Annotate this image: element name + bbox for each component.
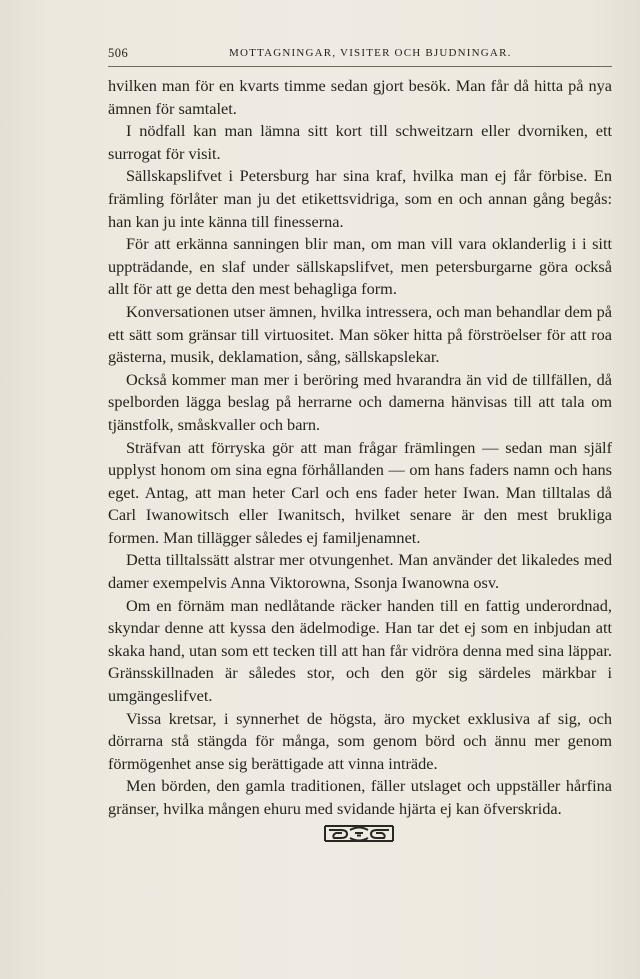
running-head <box>108 46 612 64</box>
page-number: 506 <box>108 46 129 60</box>
body-text <box>108 75 612 821</box>
paragraph: hvilken man för en kvarts timme sedan gjort besök. Man får då hitta på nya ämnen för samtalet. <box>108 76 612 118</box>
paragraph: Sällskapslifvet i Petersburg har sina kraf, hvilka man ej får förbise. En främling förlåter man ju det etikettsvidriga, som en och annan gång begås: han kan ju inte känna till finesserna. <box>108 166 612 231</box>
paragraph: För att erkänna sanningen blir man, om man vill vara oklanderlig i i sitt uppträdande, en slaf under sällskapslifvet, men petersburgarne göra också allt för att ge detta den mest behagliga form. <box>108 234 612 299</box>
end-ornament-icon <box>322 822 396 845</box>
end-ornament-icon <box>322 822 396 845</box>
running-title: MOTTAGNINGAR, VISITER OCH BJUDNINGAR. <box>229 47 512 59</box>
paragraph: Vissa kretsar, i synnerhet de högsta, äro mycket exklusiva af sig, och dörrarna stå stängda för många, som genom börd och ännu mer genom förmögenhet anse sig berättigade att vinna inträde. <box>108 708 612 773</box>
header-rule <box>108 66 612 67</box>
paragraph: Också kommer man mer i beröring med hvarandra än vid de tillfällen, då spelborden lägga beslag på herrarne och damerna hänvisas till att tala om tjänstfolk, småskvaller och barn. <box>108 369 612 434</box>
paragraph: Men börden, den gamla traditionen, fäller utslaget och uppställer hårfina gränser, hvilka mången ehuru med svidande hjärta ej kan öfverskrida. <box>108 776 612 818</box>
paragraph: I nödfall kan man lämna sitt kort till schweitzarn eller dvorniken, ett surrogat för visit. <box>108 121 612 163</box>
paragraph: Sträfvan att förryska gör att man frågar främlingen — sedan man själf upplyst honom om sina egna förhållanden — om hans faders namn och hans eget. Antag, att man heter Carl och ens fader heter Iwan. Man tilltalas då Carl Iwanowitsch eller Iwanitsch, hvilket senare är den mest brukliga formen. Man tillägger således ej familjenamnet. <box>108 437 612 547</box>
paragraph: Om en förnäm man nedlåtande räcker handen till en fattig underordnad, skyndar denne att kyssa den ädelmodige. Han tar det ej som en inbjudan att skaka hand, utan som ett tecken till att han får vidröra denna med sina läppar. Gränsskillnaden är således stor, och den gör sig särdeles märkbar i umgängeslifvet. <box>108 595 612 706</box>
paragraph: Konversationen utser ämnen, hvilka intressera, och man behandlar dem på ett sätt som gränsar till virtuositet. Man söker hitta på förströelser för att roa gästerna, musik, deklamation, sång, sällskapslekar. <box>108 301 612 367</box>
paragraph: Detta tilltalssätt alstrar mer otvungenhet. Man använder det likaledes med damer exempelvis Anna Viktorowna, Ssonja Iwanowna osv. <box>108 550 612 593</box>
